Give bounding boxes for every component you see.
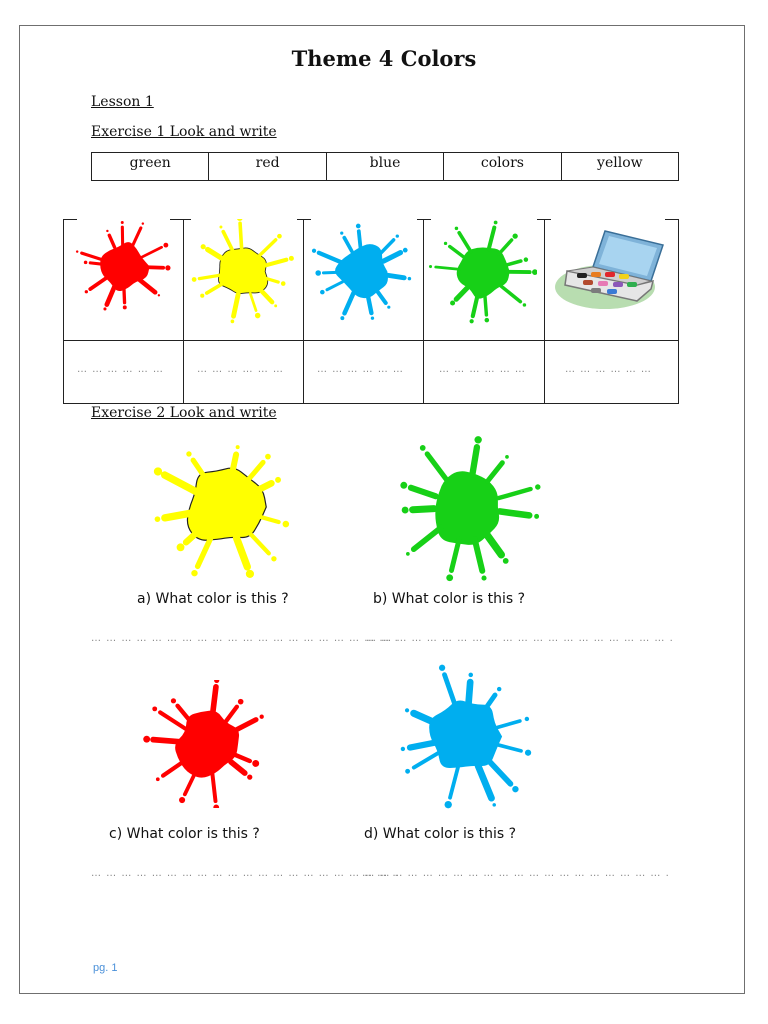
exercise1-heading: Exercise 1 Look and write (91, 124, 277, 140)
grid-divider (183, 219, 184, 404)
answer-blank[interactable]: … … … … … … (197, 364, 284, 375)
green-splash-image (392, 432, 542, 582)
answer-blank[interactable]: … … … … … … (317, 364, 404, 375)
grid-corner-tick (537, 219, 551, 220)
grid-divider (63, 219, 64, 404)
word-bank-item: yellow (597, 155, 643, 171)
yellow-splash-image (145, 432, 305, 582)
answer-line-c[interactable]: … … … … … … … … … … … … … … … … … … … … . (91, 868, 399, 879)
answer-line-b[interactable]: … … … … … … … … … … … … … … … … … … … … . (366, 633, 674, 644)
word-bank-item: red (209, 153, 326, 180)
question-b: b) What color is this ? (373, 591, 526, 607)
page-title: Theme 4 Colors (291, 46, 477, 71)
word-bank-item: colors (444, 153, 561, 180)
blue-splash-image (309, 219, 417, 324)
answer-line-a[interactable]: … … … … … … … … … … … … … … … … … … … … . (91, 633, 399, 644)
word-bank-item: blue (327, 153, 444, 180)
grid-divider (678, 219, 679, 404)
answer-line-d[interactable]: … … … … … … … … … … … … … … … … … … … … . (362, 868, 670, 879)
word-bank-item: green (92, 153, 209, 180)
grid-divider (423, 219, 424, 404)
red-splash-image (73, 219, 173, 314)
red-splash-image (143, 680, 275, 808)
grid-corner-tick (665, 219, 679, 220)
paint-palette-image (553, 225, 673, 315)
answer-blank[interactable]: … … … … … … (77, 364, 164, 375)
page-number: pg. 1 (93, 962, 118, 974)
question-a: a) What color is this ? (137, 591, 289, 607)
green-splash-image (429, 219, 537, 324)
answer-blank[interactable]: … … … … … … (439, 364, 526, 375)
word-bank (91, 152, 679, 181)
grid-row-divider (63, 340, 679, 341)
yellow-splash-image (189, 219, 297, 324)
exercise2-heading: Exercise 2 Look and write (91, 405, 277, 421)
question-c: c) What color is this ? (109, 826, 260, 842)
blue-splash-image (392, 664, 540, 809)
grid-divider (303, 219, 304, 404)
question-d: d) What color is this ? (364, 826, 517, 842)
grid-divider (544, 219, 545, 404)
lesson-heading: Lesson 1 (91, 94, 154, 110)
exercise1-picture-grid (63, 219, 679, 404)
answer-blank[interactable]: … … … … … … (565, 364, 652, 375)
